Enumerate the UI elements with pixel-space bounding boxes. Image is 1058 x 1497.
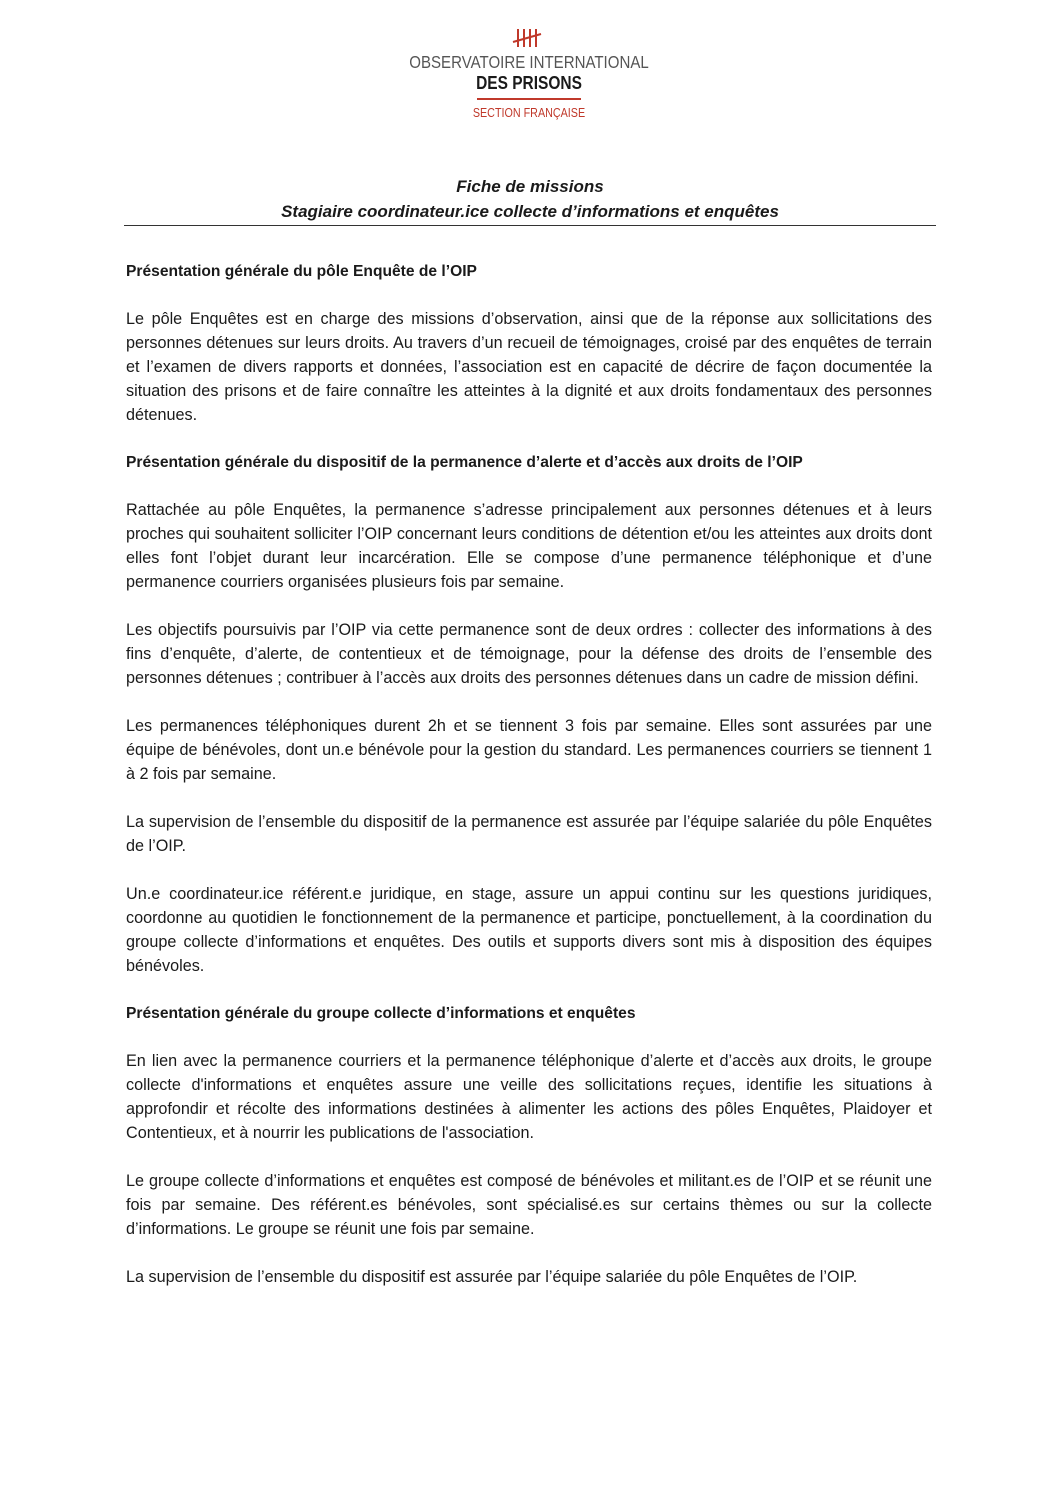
title-line2: Stagiaire coordinateur.ice collecte d’informations et enquêtes bbox=[281, 202, 779, 221]
org-name-line1: OBSERVATOIRE INTERNATIONAL bbox=[409, 52, 649, 72]
title-divider bbox=[124, 225, 936, 226]
section-heading-permanence: Présentation générale du dispositif de la permanence d’alerte et d’accès aux droits de l’OIP bbox=[126, 454, 803, 471]
org-name-line2: DES PRISONS bbox=[476, 73, 582, 93]
title-line1: Fiche de missions bbox=[456, 177, 604, 196]
paragraph: En lien avec la permanence courriers et la permanence téléphonique d’alerte et d’accès aux droits, le groupe collecte d'informations et enquêtes assure une veille des sollicitations reçues, identifie les situations à approfondir et récolte des informations destinées à alimenter les actions des pôles Enquêtes, Plaidoyer et Contentieux, et à nourrir les publications de l'association. bbox=[126, 1052, 932, 1142]
letterhead bbox=[0, 28, 1058, 120]
section-heading-pole-enquete: Présentation générale du pôle Enquête de l’OIP bbox=[126, 263, 477, 280]
logo-divider bbox=[477, 98, 581, 100]
org-section-label: SECTION FRANÇAISE bbox=[472, 106, 586, 120]
paragraph: Un.e coordinateur.ice référent.e juridique, en stage, assure un appui continu sur les questions juridiques, coordonne au quotidien le fonctionnement de la permanence et participe, ponctuellement, à la coordination du groupe collecte d’informations et enquêtes. Des outils et supports divers sont mis à disposition des équipes bénévoles. bbox=[126, 885, 932, 975]
paragraph: Le groupe collecte d’informations et enquêtes est composé de bénévoles et militant.es de l’OIP et se réunit une fois par semaine. Des référent.es bénévoles, sont spécialisé.es sur certains thèmes ou sur la collecte d’informations. Le groupe se réunit une fois par semaine. bbox=[126, 1172, 932, 1238]
document-title bbox=[124, 174, 936, 224]
paragraph: Les objectifs poursuivis par l’OIP via cette permanence sont de deux ordres : collecter des informations à des fins d’enquête, d’alerte, de contentieux et de témoignage, pour la défense des droits de l’ensemble des personnes détenues ; contribuer à l’accès aux droits des personnes détenues dans un cadre de mission défini. bbox=[126, 621, 932, 687]
paragraph: Rattachée au pôle Enquêtes, la permanence s’adresse principalement aux personnes détenues et à leurs proches qui souhaitent solliciter l’OIP concernant leurs conditions de détention et/ou les atteintes aux droits dont elles font l’objet durant leur incarcération. Elle se compose d’une permanence téléphonique et d’une permanence courriers organisées plusieurs fois par semaine. bbox=[126, 501, 932, 591]
document-body bbox=[126, 260, 932, 1313]
section-heading-groupe-collecte: Présentation générale du groupe collecte d’informations et enquêtes bbox=[126, 1005, 636, 1022]
paragraph: La supervision de l’ensemble du dispositif de la permanence est assurée par l’équipe salariée du pôle Enquêtes de l’OIP. bbox=[126, 813, 932, 855]
paragraph: La supervision de l’ensemble du dispositif est assurée par l’équipe salariée du pôle Enquêtes de l’OIP. bbox=[126, 1268, 858, 1286]
paragraph: Le pôle Enquêtes est en charge des missions d’observation, ainsi que de la réponse aux sollicitations des personnes détenues sur leurs droits. Au travers d’un recueil de témoignages, croisé par des enquêtes de terrain et l’examen de divers rapports et données, l’association est en capacité de décrire de façon documentée la situation des prisons et de faire connaître les atteintes à la dignité et aux droits fondamentaux des personnes détenues. bbox=[126, 310, 932, 424]
oip-logo-icon bbox=[509, 28, 549, 48]
paragraph: Les permanences téléphoniques durent 2h et se tiennent 3 fois par semaine. Elles sont assurées par une équipe de bénévoles, dont un.e bénévole pour la gestion du standard. Les permanences courriers se tiennent 1 à 2 fois par semaine. bbox=[126, 717, 932, 783]
